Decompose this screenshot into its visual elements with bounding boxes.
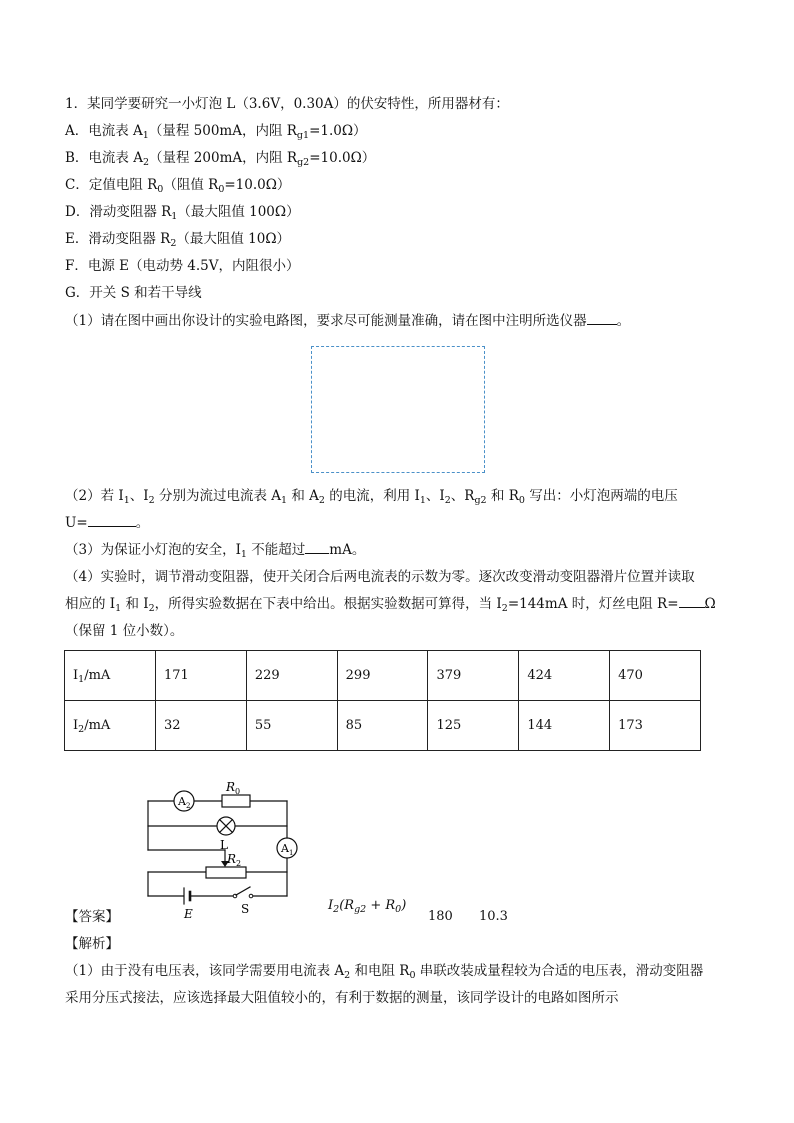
analysis-line-1: （1）由于没有电压表，该同学需要用电流表 $A_2$ 和电阻 $R_0$ 串联改装成量程较为合适的电压表，滑动变阻器 [65,963,704,981]
emf-label: E [184,907,193,921]
option-a: A．电流表 $A_1$（量程 500mA，内阻 $R_{g1}=1.0\Omega$） [65,123,367,141]
lamp-label: L [220,838,228,852]
data-table [64,650,701,751]
option-g: G．开关 S 和若干导线 [65,285,202,301]
analysis-label: 【解析】 [65,936,119,952]
answer-formula: $I_2(R_{g2} + R_0)$ [328,898,407,915]
answer-blank-1[interactable] [587,311,617,325]
option-f: F．电源 E（电动势 4.5V，内阻很小） [65,258,300,274]
table-cell: 173 [610,701,701,751]
table-cell: 32 [156,701,247,751]
rheostat-r2-icon [206,867,246,878]
part-3: （3）为保证小灯泡的安全，$I_1$ 不能超过 mA。 [65,542,366,560]
r2-label: $R_2$ [227,852,242,868]
circuit-drawing-area[interactable] [311,346,485,473]
battery-icon [184,888,190,904]
table-cell: 470 [610,651,701,701]
option-d: D．滑动变阻器 $R_1$（最大阻值 100Ω） [65,204,300,222]
table-cell: 424 [519,651,610,701]
part-4-line-3: （保留 1 位小数）。 [65,623,184,639]
table-cell: 229 [246,651,337,701]
option-c: C．定值电阻 $R_0$（阻值 $R_0=10.0\Omega$） [65,177,291,195]
table-cell: 379 [428,651,519,701]
lamp-icon [217,817,235,835]
table-cell: 299 [337,651,428,701]
answer-value-2: 10.3 [479,909,508,924]
option-b: B．电流表 $A_2$（量程 200mA，内阻 $R_{g2}=10.0\Omega$） [65,150,376,168]
table-cell: 125 [428,701,519,751]
answer-value-1: 180 [428,909,453,924]
option-e: E．滑动变阻器 $R_2$（最大阻值 10Ω） [65,231,291,249]
switch-label: S [241,902,250,916]
answer-label: 【答案】 [65,909,119,925]
part-1: （1）请在图中画出你设计的实验电路图，要求尽可能测量准确，请在图中注明所选仪器 。 [65,313,631,329]
table-row-header: $I_2/mA$ [65,701,156,751]
r0-label: $R_0$ [226,780,241,796]
svg-text:A1: $A_1$ [281,842,294,857]
part-4-line-2: 相应的 $I_1$ 和 $I_2$，所得实验数据在下表中给出。根据实验数据可算得，当 $I_2=144mA$ 时，灯丝电阻 R= Ω [65,596,716,614]
answer-blank-2[interactable] [88,513,136,527]
table-cell: 85 [337,701,428,751]
part-2-line-1: （2）若 $I_1$、$I_2$ 分别为流过电流表 $A_1$ 和 $A_2$ 的电流，利用 $I_1$、$I_2$、$R_{g2}$ 和 $R_0$ 写出：小灯泡两端的电压 [65,488,678,506]
table-row [65,651,701,701]
circuit-diagram [140,773,310,923]
table-cell: 171 [156,651,247,701]
question-stem: 1．某同学要研究一小灯泡 L（3.6V，0.30A）的伏安特性，所用器材有： [65,96,509,112]
circuit-wires [148,801,287,896]
table-row [65,701,701,751]
part-2-line-2: U= 。 [65,515,150,531]
ammeter-a1-icon [277,838,297,858]
switch-icon [233,887,253,898]
svg-text:A2: $A_2$ [178,795,191,810]
answer-blank-3[interactable] [305,540,329,554]
table-cell: 144 [519,701,610,751]
part-4-line-1: （4）实验时，调节滑动变阻器，使开关闭合后两电流表的示数为零。逐次改变滑动变阻器滑片位置并读取 [65,569,695,585]
answer-blank-4[interactable] [679,594,705,608]
resistor-r0-icon [222,795,250,807]
ammeter-a2-icon [174,791,194,811]
analysis-line-2: 采用分压式接法，应该选择最大阻值较小的，有利于数据的测量，该同学设计的电路如图所示 [65,990,619,1006]
table-row-header: $I_1/mA$ [65,651,156,701]
table-cell: 55 [246,701,337,751]
